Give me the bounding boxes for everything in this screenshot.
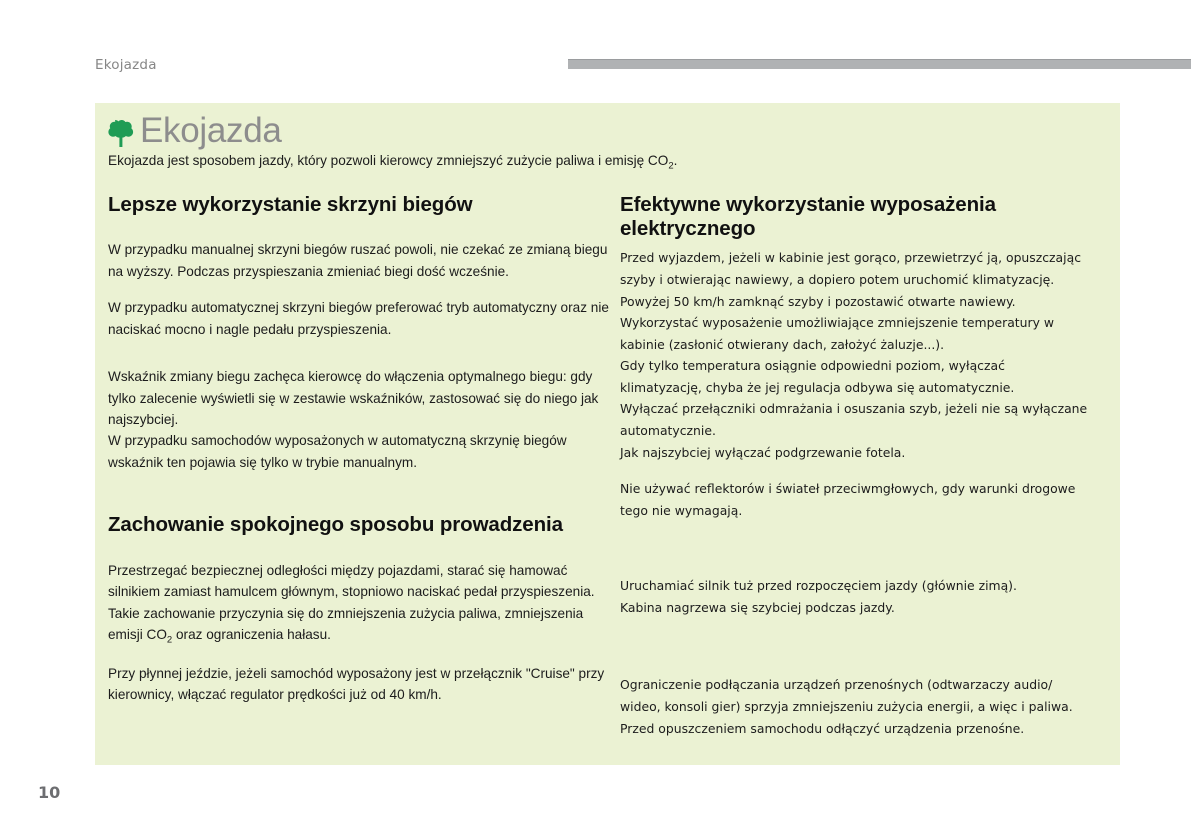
- running-header-title: Ekojazda: [95, 57, 157, 73]
- right-paragraph-headlights-foglights: Nie używać reflektorów i świateł przeciwmgłowych, gdy warunki drogowe tego nie wymagają.: [620, 481, 1076, 518]
- panel-title: Ekojazda: [140, 111, 282, 150]
- right-paragraph-portable-devices: Ograniczenie podłączania urządzeń przenośnych (odtwarzaczy audio/ wideo, konsoli gier) sprzyja zmniejszeniu zużycia energii, a więc i paliwa.: [620, 677, 1073, 715]
- left-paragraph-gear-indicator: Wskaźnik zmiany biegu zachęca kierowcę do włączenia optymalnego biegu: gdy tylko zalecenie wyświetli się w zestawie wskaźników, zastosować się do niego jak najszybciej.: [108, 369, 599, 427]
- left-paragraph-safe-distance-main: Przestrzegać bezpiecznej odległości między pojazdami, starać się hamować silnikiem zamiast hamulcem głównym, stopniowo naciskać pedał przyspieszenia. Takie zachowanie przyczynia się do zmniejszenia zużycia paliwa, zmniejszenia emisji CO: [108, 562, 595, 642]
- right-paragraph-above-50kmh: Powyżej 50 km/h zamknąć szyby i pozostawić otwarte nawiewy.: [620, 293, 1016, 309]
- right-heading-electrical-equipment: Efektywne wykorzystanie wyposażenia elektrycznego: [620, 193, 996, 241]
- left-paragraph-auto-indicator: W przypadku samochodów wyposażonych w automatyczną skrzynię biegów wskaźnik ten pojawia się tylko w trybie manualnym.: [108, 433, 567, 470]
- left-heading-calm-driving: Zachowanie spokojnego sposobu prowadzenia: [108, 513, 563, 537]
- eco-driving-panel: [95, 103, 1120, 765]
- left-paragraph-manual-gearbox: W przypadku manualnej skrzyni biegów ruszać powoli, nie czekać ze zmianą biegu na wyższy. Podczas przyspieszania zmieniać biegi dość wcześnie.: [108, 242, 608, 279]
- page-number: 10: [38, 783, 61, 802]
- left-column: [108, 193, 613, 706]
- content-columns: [95, 193, 1120, 763]
- tree-icon: [108, 118, 134, 148]
- right-paragraph-defrost-switches: Wyłączać przełączniki odmrażania i osuszania szyb, jeżeli nie są wyłączane automatycznie.: [620, 401, 1088, 438]
- panel-subtitle: [108, 153, 677, 172]
- right-paragraph-seat-heating: Jak najszybciej wyłączać podgrzewanie fotela.: [620, 444, 906, 460]
- right-column: [620, 193, 1090, 739]
- left-paragraph-cruise-control: Przy płynnej jeździe, jeżeli samochód wyposażony jest w przełącznik "Cruise" przy kierownicy, włączać regulator prędkości już od 40 km/h.: [108, 665, 605, 703]
- right-paragraph-turn-off-ac: Gdy tylko temperatura osiągnie odpowiedni poziom, wyłączać klimatyzację, chyba że jej regulacja odbywa się automatycznie.: [620, 358, 1015, 395]
- header-rule: [568, 59, 1191, 69]
- panel-title-row: [108, 113, 282, 148]
- right-paragraph-start-engine: Uruchamiać silnik tuż przed rozpoczęciem jazdy (głównie zimą).: [620, 578, 1017, 594]
- left-paragraph-safe-distance: [108, 560, 613, 648]
- left-heading-gearbox: Lepsze wykorzystanie skrzyni biegów: [108, 193, 473, 216]
- right-paragraph-disconnect-devices: Przed opuszczeniem samochodu odłączyć urządzenia przenośne.: [620, 720, 1025, 736]
- left-paragraph-auto-gearbox: W przypadku automatycznej skrzyni biegów preferować tryb automatyczny oraz nie naciskać mocno i nagle pedału przyspieszenia.: [108, 300, 609, 337]
- right-paragraph-cabin-warms: Kabina nagrzewa się szybciej podczas jazdy.: [620, 599, 895, 615]
- right-paragraph-reduce-temperature: Wykorzystać wyposażenie umożliwiające zmniejszenie temperatury w kabinie (zasłonić otwierany dach, założyć żaluzje...).: [620, 315, 1054, 352]
- right-paragraph-ventilation: Przed wyjazdem, jeżeli w kabinie jest gorąco, przewietrzyć ją, opuszczając szyby i otwierając nawiewy, a dopiero potem uruchomić klimatyzację.: [620, 250, 1082, 287]
- panel-subtitle-main: Ekojazda jest sposobem jazdy, który pozwoli kierowcy zmniejszyć zużycie paliwa i emisję CO: [108, 153, 669, 168]
- left-paragraph-co2-subscript: 2: [166, 634, 173, 646]
- panel-subtitle-tail: .: [673, 153, 678, 168]
- left-paragraph-safe-distance-tail: oraz ograniczenia hałasu.: [172, 627, 331, 642]
- panel-subtitle-subscript: 2: [668, 160, 674, 172]
